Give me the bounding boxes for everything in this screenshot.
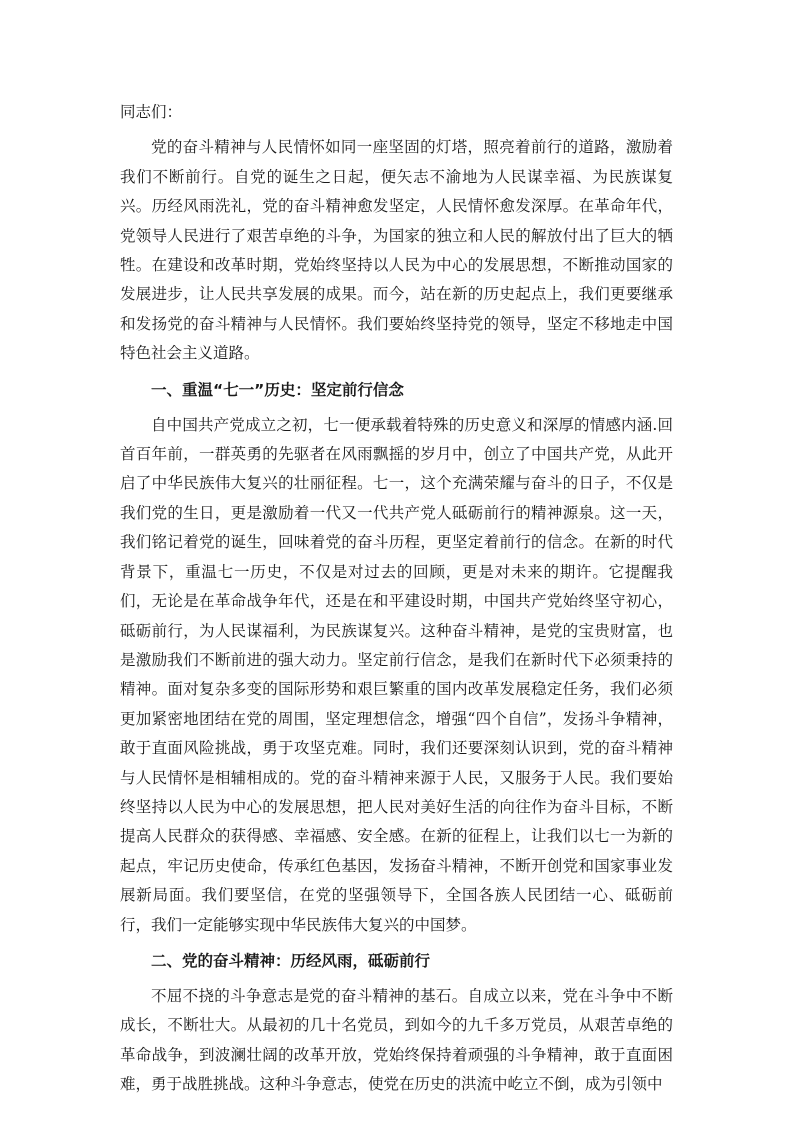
greeting: 同志们： [120,103,183,121]
section-1-paragraph: 自中国共产党成立之初，七一便承载着特殊的历史意义和深厚的情感内涵.回首百年前，一群英勇的先驱者在风雨飘摇的岁月中，创立了中国共产党，从此开启了中华民族伟大复兴的壮丽征程。七一，这个充满荣耀与奋斗的日子，不仅是我们党的生日，更是激励着一代又一代共产党人砥砺前行的精神源泉。这一天，我们铭记着党的诞生，回味着党的奋斗历程，更坚定着前行的信念。在新的时代背景下，重温七一历史，不仅是对过去的回顾，更是对未来的期许。它提醒我们，无论是在革命战争年代，还是在和平建设时期，中国共产党始终坚守初心，砥砺前行，为人民谋福利，为民族谋复兴。这种奋斗精神，是党的宝贵财富，也是激励我们不断前进的强大动力。坚定前行信念，是我们在新时代下必须秉持的精神。面对复杂多变的国际形势和艰巨繁重的国内改革发展稳定任务，我们必须更加紧密地团结在党的周围，坚定理想信念，增强“四个自信”，发扬斗争精神，敢于直面风险挑战，勇于攻坚克难。同时，我们还要深刻认识到，党的奋斗精神与人民情怀是相辅相成的。党的奋斗精神来源于人民，又服务于人民。我们要始终坚持以人民为中心的发展思想，把人民对美好生活的向往作为奋斗目标，不断提高人民群众的获得感、幸福感、安全感。在新的征程上，让我们以七一为新的起点，牢记历史使命，传承红色基因，发扬奋斗精神，不断开创党和国家事业发展新局面。我们要坚信，在党的坚强领导下，全国各族人民团结一心、砥砺前行，我们一定能够实现中华民族伟大复兴的中国梦。 [120,415,673,934]
section-2-paragraph: 不屈不挠的斗争意志是党的奋斗精神的基石。自成立以来，党在斗争中不断成长，不断壮大。从最初的几十名党员，到如今的九千多万党员，从艰苦卓绝的革命战争，到波澜壮阔的改革开放，党始终保持着顽强的斗争精神，敢于直面困难，勇于战胜挑战。这种斗争意志，使党在历史的洪流中屹立不倒，成为引领中 [120,986,673,1094]
section-2-heading: 二、党的奋斗精神：历经风雨，砥砺前行 [151,951,431,970]
section-1-heading: 一、重温“七一”历史：坚定前行信念 [151,380,404,399]
intro-paragraph: 党的奋斗精神与人民情怀如同一座坚固的灯塔，照亮着前行的道路，激励着我们不断前行。自党的诞生之日起，便矢志不渝地为人民谋幸福、为民族谋复兴。历经风雨洗礼，党的奋斗精神愈发坚定，人民情怀愈发深厚。在革命年代，党领导人民进行了艰苦卓绝的斗争，为国家的独立和人民的解放付出了巨大的牺牲。在建设和改革时期，党始终坚持以人民为中心的发展思想，不断推动国家的发展进步，让人民共享发展的成果。而今，站在新的历史起点上，我们更要继承和发扬党的奋斗精神与人民情怀。我们要始终坚持党的领导，坚定不移地走中国特色社会主义道路。 [120,138,673,363]
